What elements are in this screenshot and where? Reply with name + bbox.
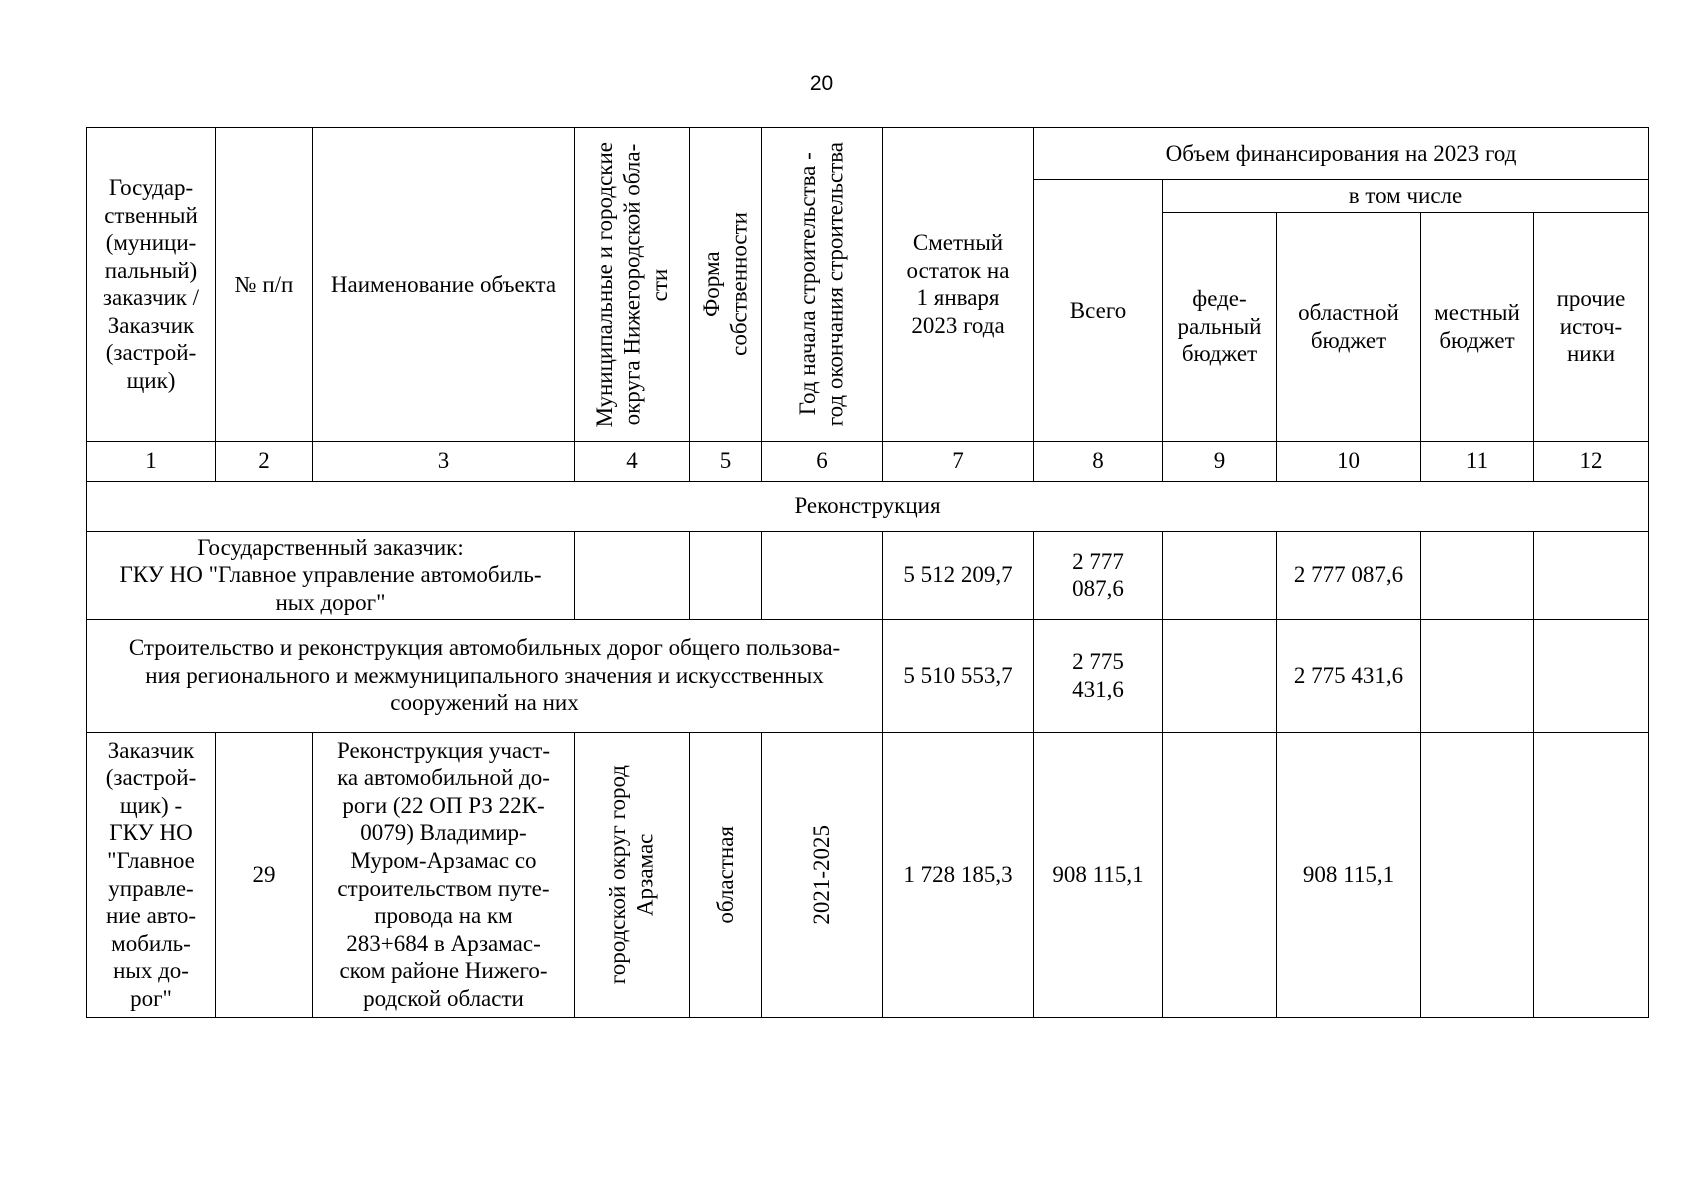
header-total: Всего: [1034, 180, 1163, 442]
section-title: Реконструкция: [87, 481, 1649, 531]
column-number: 7: [883, 441, 1034, 481]
column-number: 6: [762, 441, 883, 481]
column-number: 1: [87, 441, 216, 481]
object-estimate: 1 728 185,3: [883, 732, 1034, 1017]
object-years: 2021-2025: [762, 732, 883, 1017]
header-municipality: Муниципальные и городские округа Нижегородской обла- сти: [575, 128, 690, 442]
header-local: местный бюджет: [1421, 212, 1534, 441]
column-number: 5: [690, 441, 762, 481]
customer-row-estimate: 5 512 209,7: [883, 531, 1034, 619]
financing-table: [86, 127, 1649, 1018]
object-municipality: городской округ город Арзамас: [575, 732, 690, 1017]
column-number: 9: [1163, 441, 1277, 481]
object-regional: 908 115,1: [1277, 732, 1421, 1017]
header-customer: Государ- ственный (муници- пальный) заказчик / Заказчик (застрой- щик): [87, 128, 216, 442]
header-regional: областной бюджет: [1277, 212, 1421, 441]
column-number: 8: [1034, 441, 1163, 481]
program-row-estimate: 5 510 553,7: [883, 619, 1034, 732]
column-number: 10: [1277, 441, 1421, 481]
column-number: 3: [313, 441, 575, 481]
header-years: Год начала строительства - год окончания строительства: [762, 128, 883, 442]
program-row-total: 2 775 431,6: [1034, 619, 1163, 732]
header-federal: феде- ральный бюджет: [1163, 212, 1277, 441]
object-customer: Заказчик (застрой- щик) - ГКУ НО "Главное управле- ние авто- мобиль- ных до- рог": [87, 732, 216, 1017]
object-total: 908 115,1: [1034, 732, 1163, 1017]
header-number: № п/п: [216, 128, 313, 442]
header-ownership: Форма собственности: [690, 128, 762, 442]
header-including: в том числе: [1163, 180, 1649, 213]
object-name: Реконструкция участ- ка автомобильной до- роги (22 ОП РЗ 22К- 0079) Владимир- Муром-Арзамас со строительством путе- провода на км 283+684 в Арзамас- ском районе Нижего- родской области: [313, 732, 575, 1017]
program-row-regional: 2 775 431,6: [1277, 619, 1421, 732]
customer-row-total: 2 777 087,6: [1034, 531, 1163, 619]
customer-row-name: Государственный заказчик: ГКУ НО "Главное управление автомобиль- ных дорог": [87, 531, 575, 619]
page-number: 20: [809, 72, 834, 95]
column-number: 4: [575, 441, 690, 481]
object-ownership: областная: [690, 732, 762, 1017]
program-row-name: Строительство и реконструкция автомобильных дорог общего пользова- ния регионального и межмуниципального значения и искусственных сооружений на них: [87, 619, 883, 732]
column-number: 11: [1421, 441, 1534, 481]
customer-row-regional: 2 777 087,6: [1277, 531, 1421, 619]
column-number: 2: [216, 441, 313, 481]
header-object-name: Наименование объекта: [313, 128, 575, 442]
column-number: 12: [1534, 441, 1649, 481]
header-funding-group: Объем финансирования на 2023 год: [1034, 128, 1649, 180]
object-number: 29: [216, 732, 313, 1017]
header-estimate: Сметный остаток на 1 января 2023 года: [883, 128, 1034, 442]
header-other: прочие источ- ники: [1534, 212, 1649, 441]
